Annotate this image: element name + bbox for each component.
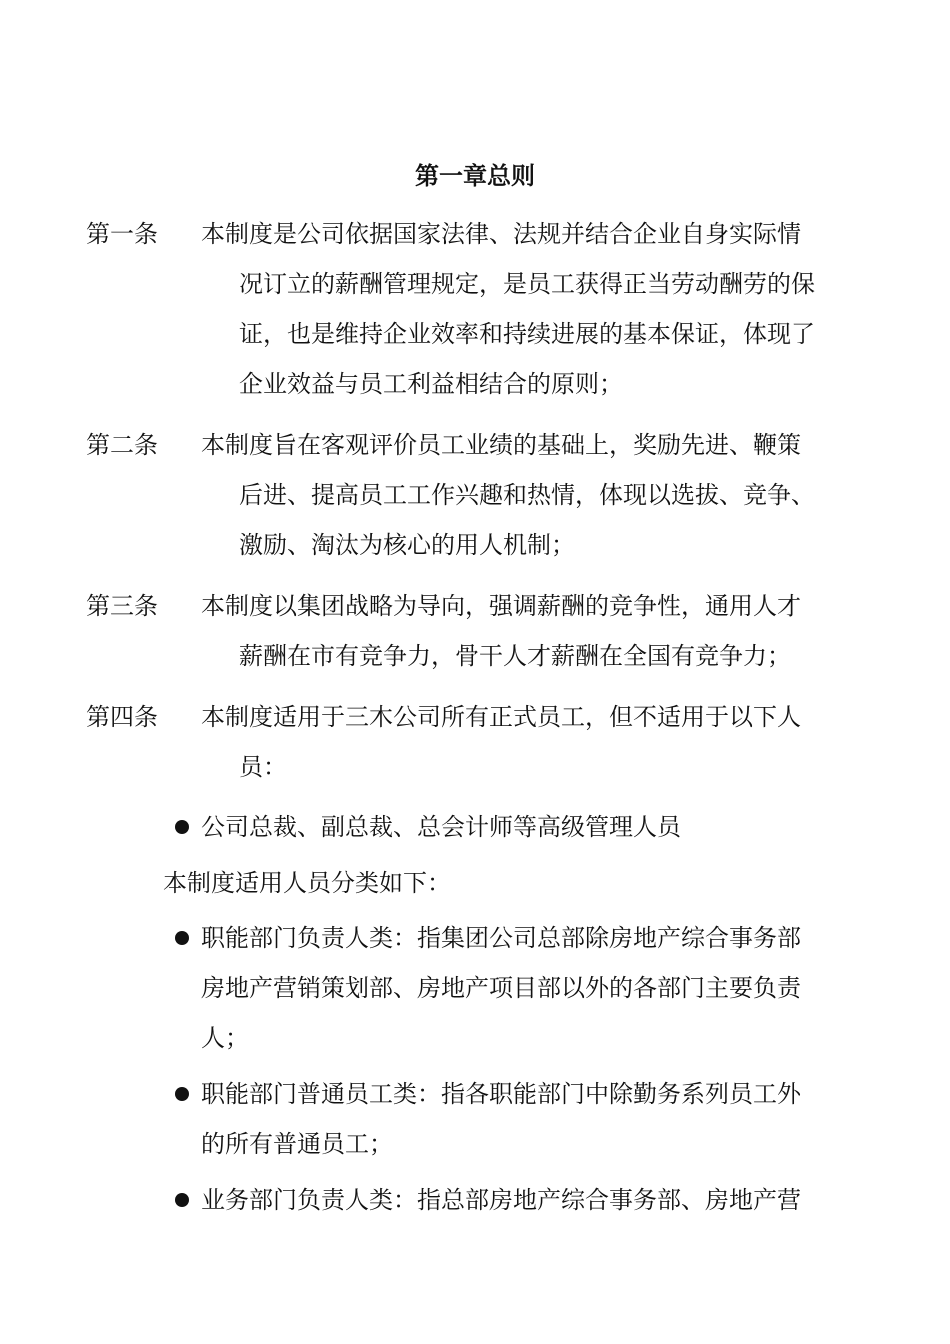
classification-item-3-line-1: 业务部门负责人类：指总部房地产综合事务部、房地产营 xyxy=(201,1186,801,1214)
article-2-line-3: 激励、淘汰为核心的用人机制； xyxy=(239,531,575,559)
article-1-line-4: 企业效益与员工利益相结合的原则； xyxy=(239,370,623,398)
article-4-line-1: 本制度适用于三木公司所有正式员工，但不适用于以下人 xyxy=(201,703,801,731)
bullet-dot-icon xyxy=(175,1193,189,1207)
classification-item-1-line-3: 人； xyxy=(201,1024,249,1052)
article-1-line-3: 证，也是维持企业效率和持续进展的基本保证，体现了 xyxy=(239,320,815,348)
article-1-label: 第一条 xyxy=(86,220,158,248)
article-3-label: 第三条 xyxy=(86,592,158,620)
article-4-line-2: 员： xyxy=(239,753,287,781)
classification-item-1-line-2: 房地产营销策划部、房地产项目部以外的各部门主要负责 xyxy=(201,974,801,1002)
excluded-item-1: 公司总裁、副总裁、总会计师等高级管理人员 xyxy=(201,813,681,841)
article-4-label: 第四条 xyxy=(86,703,158,731)
article-3-line-2: 薪酬在市有竞争力，骨干人才薪酬在全国有竞争力； xyxy=(239,642,791,670)
bullet-dot-icon xyxy=(175,820,189,834)
bullet-dot-icon xyxy=(175,1087,189,1101)
classification-item-2-line-2: 的所有普通员工； xyxy=(201,1130,393,1158)
article-2-line-2: 后进、提高员工工作兴趣和热情，体现以选拔、竞争、 xyxy=(239,481,815,509)
article-2-line-1: 本制度旨在客观评价员工业绩的基础上，奖励先进、鞭策 xyxy=(201,431,801,459)
article-1-line-1: 本制度是公司依据国家法律、法规并结合企业自身实际情 xyxy=(201,220,801,248)
classification-item-1-line-1: 职能部门负责人类：指集团公司总部除房地产综合事务部 xyxy=(201,924,801,952)
bullet-dot-icon xyxy=(175,931,189,945)
article-3-line-1: 本制度以集团战略为导向，强调薪酬的竞争性，通用人才 xyxy=(201,592,801,620)
article-2-label: 第二条 xyxy=(86,431,158,459)
classification-item-2-line-1: 职能部门普通员工类：指各职能部门中除勤务系列员工外 xyxy=(201,1080,801,1108)
article-1-line-2: 况订立的薪酬管理规定，是员工获得正当劳动酬劳的保 xyxy=(239,270,815,298)
classification-intro: 本制度适用人员分类如下： xyxy=(163,869,451,897)
chapter-title: 第一章总则 xyxy=(415,162,535,190)
